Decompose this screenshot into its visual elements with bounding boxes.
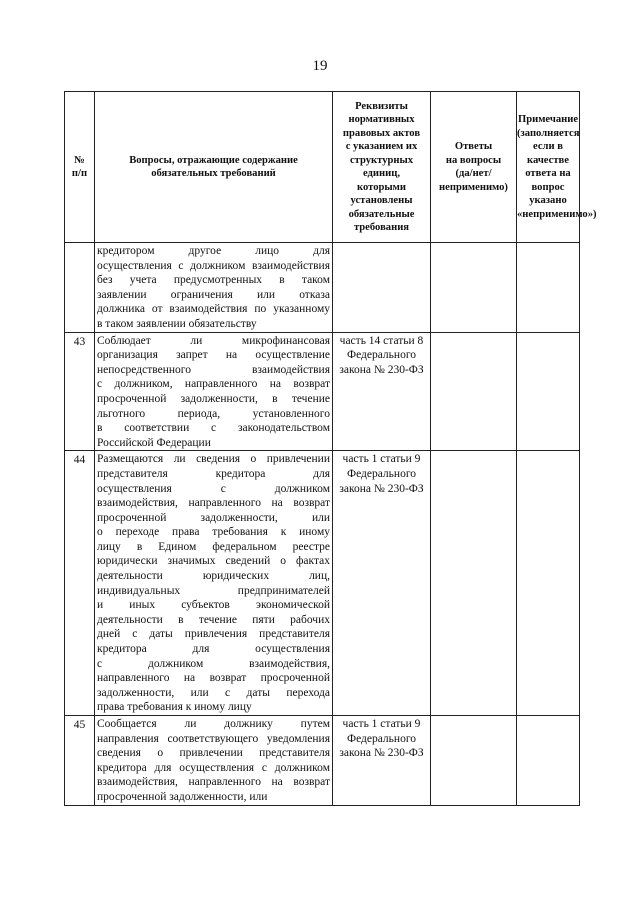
- header-line: установлены: [350, 195, 413, 206]
- question-line: направленного на возврат просроченной: [97, 672, 330, 685]
- header-answers: [431, 92, 517, 243]
- question-cell: [95, 332, 333, 451]
- requisites-line: Федерального: [346, 467, 417, 480]
- question-line: заявлении ограничения или отказа: [97, 288, 330, 301]
- question-line: взаимодействия, направленного на возврат: [97, 497, 330, 510]
- question-line: кредитором другое лицо для: [97, 245, 330, 257]
- question-line: направления соответствующего уведомления: [97, 732, 330, 745]
- header-line: №: [74, 154, 85, 166]
- question-cell: [95, 716, 333, 806]
- header-line: Ответы: [454, 141, 493, 152]
- question-line: без учета предусмотренных в таком: [97, 274, 330, 287]
- header-line: п/п: [71, 168, 88, 179]
- note-cell[interactable]: [517, 716, 580, 806]
- question-line: в таком заявлении обязательству: [97, 317, 257, 330]
- header-line: которыми: [357, 181, 406, 193]
- question-cell: [95, 451, 333, 716]
- header-line: неприменимо): [439, 181, 508, 193]
- question-line: сведения о привлечении представителя: [97, 747, 330, 760]
- question-line: кредитора для осуществления: [97, 643, 330, 656]
- question-line: Соблюдает ли микрофинансовая: [97, 334, 330, 347]
- question-line: с должником взаимодействия,: [97, 657, 330, 670]
- requisites-cell: [333, 243, 431, 333]
- header-line: структурных: [349, 154, 414, 166]
- header-line: на вопросы: [445, 154, 502, 166]
- question-line: кредитора для осуществления с должником: [97, 761, 330, 774]
- header-num: [65, 92, 95, 243]
- question-line: задолженности, или с даты перехода: [97, 686, 330, 699]
- requisites-line: часть 1 статьи 9: [342, 453, 421, 466]
- table-row: [65, 451, 580, 716]
- question-line: осуществления с должником: [97, 482, 330, 495]
- note-cell[interactable]: [517, 243, 580, 333]
- requirements-table: [64, 91, 597, 806]
- note-cell[interactable]: [517, 332, 580, 451]
- answer-cell[interactable]: [431, 332, 517, 451]
- header-line: единиц,: [363, 168, 400, 179]
- header-line: «неприменимо»): [517, 208, 597, 220]
- question-line: и иных субъектов экономической: [97, 599, 330, 612]
- requisites-line: закона № 230-ФЗ: [339, 747, 424, 760]
- question-line: о переходе права требования к иному: [97, 526, 330, 539]
- header-question: [95, 92, 333, 243]
- question-line: в соответствии с законодательством: [97, 422, 330, 435]
- question-line: осуществления с должником взаимодействия: [97, 259, 330, 272]
- header-requisites: [333, 92, 431, 243]
- question-line: непосредственного взаимодействия: [97, 363, 330, 376]
- header-line: Реквизиты: [355, 100, 408, 112]
- header-note: [517, 92, 597, 243]
- row-number: 45: [65, 716, 95, 806]
- answer-cell[interactable]: [431, 451, 517, 716]
- page-number: 19: [312, 58, 328, 74]
- question-line: льготного периода, установленного: [97, 407, 330, 420]
- header-line: нормативных: [348, 114, 415, 125]
- question-line: просроченной задолженности, или: [97, 790, 268, 803]
- header-line: (да/нет/: [455, 168, 492, 179]
- header-line: Примечание: [517, 114, 579, 125]
- table-row: [65, 243, 580, 333]
- question-cell: [95, 243, 333, 333]
- header-line: (заполняется: [517, 127, 580, 139]
- question-line: взаимодействия, направленного на возврат: [97, 776, 330, 789]
- question-line: организация запрет на осуществление: [97, 349, 330, 362]
- row-number: [65, 243, 95, 333]
- question-line: Сообщается ли должнику путем: [97, 718, 330, 730]
- question-line: юридически значимых сведений о фактах: [97, 555, 330, 568]
- header-line: с указанием их: [345, 141, 418, 152]
- requisites-line: Федерального: [346, 732, 417, 745]
- question-line: с должником, направленного на возврат: [97, 378, 330, 391]
- header-line: обязательных требований: [151, 168, 276, 179]
- question-line: просроченной задолженности, в течение: [97, 392, 330, 405]
- requisites-cell: [333, 332, 431, 451]
- requisites-cell: [333, 451, 431, 716]
- question-line: лицу в Едином федеральном реестре: [97, 540, 330, 553]
- note-cell[interactable]: [517, 451, 580, 716]
- question-line: дней с даты привлечения представителя: [97, 628, 330, 641]
- requisites-cell: [333, 716, 431, 806]
- header-line: если в качестве: [527, 141, 569, 166]
- question-line: должника от взаимодействия по указанному: [97, 303, 330, 316]
- header-line: требования: [353, 222, 410, 233]
- row-number: 44: [65, 451, 95, 716]
- table-body: [65, 243, 580, 806]
- question-line: индивидуальных предпринимателей: [97, 584, 330, 597]
- header-line: обязательные: [348, 208, 415, 220]
- answer-cell[interactable]: [431, 243, 517, 333]
- row-number: 43: [65, 332, 95, 451]
- table-row: [65, 716, 580, 806]
- header-line: Вопросы, отражающие содержание: [129, 154, 298, 166]
- question-line: Размещаются ли сведения о привлечении: [97, 453, 330, 466]
- requisites-line: закона № 230-ФЗ: [339, 482, 424, 495]
- table-header-row: [65, 92, 580, 243]
- requisites-line: часть 1 статьи 9: [342, 718, 421, 730]
- answer-cell[interactable]: [431, 716, 517, 806]
- question-line: представителя кредитора для: [97, 467, 330, 480]
- question-line: деятельности в течение пяти рабочих: [97, 613, 330, 626]
- question-line: просроченной задолженности, или: [97, 511, 330, 524]
- question-line: деятельности юридических лиц,: [97, 570, 330, 583]
- requisites-line: закона № 230-ФЗ: [339, 363, 424, 376]
- question-line: права требования к иному лицу: [97, 701, 252, 714]
- question-line: Российской Федерации: [97, 436, 211, 449]
- requisites-line: часть 14 статьи 8: [339, 334, 424, 347]
- table-row: [65, 332, 580, 451]
- header-line: указано: [529, 195, 567, 206]
- requisites-line: Федерального: [346, 349, 417, 362]
- header-line: ответа на вопрос: [525, 168, 571, 193]
- header-line: правовых актов: [342, 127, 421, 139]
